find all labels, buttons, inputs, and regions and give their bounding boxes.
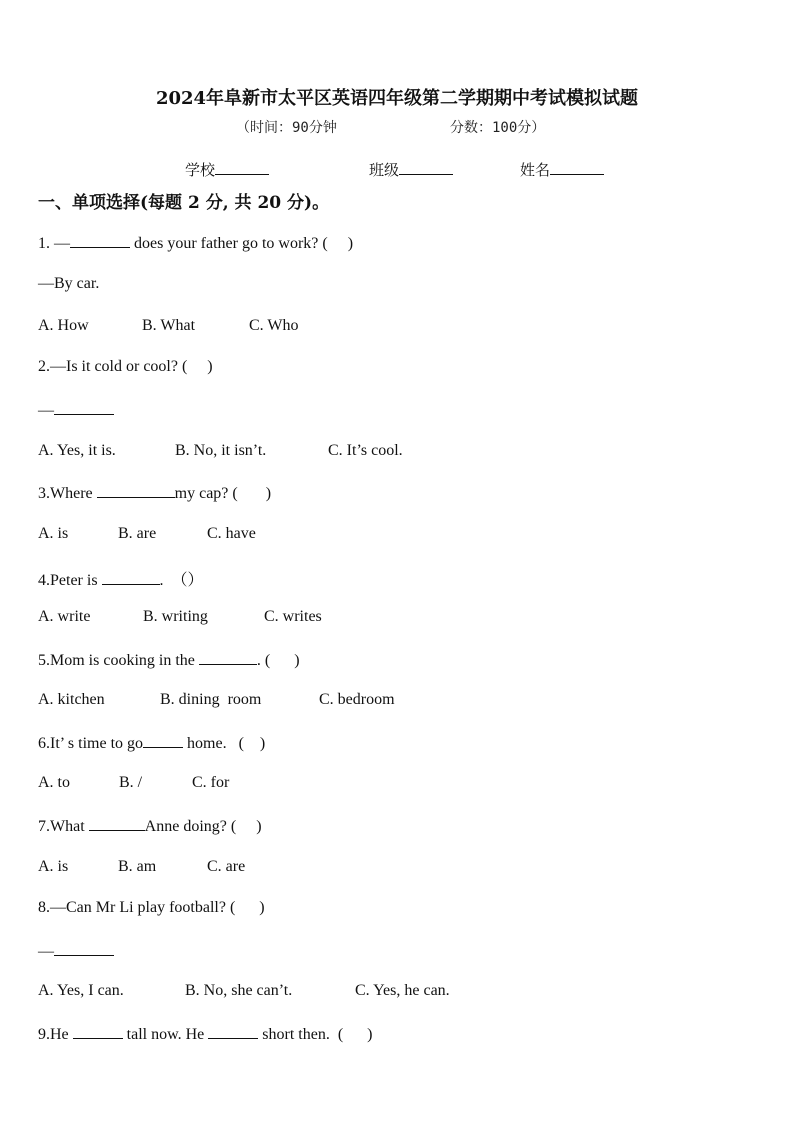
question-6: 6.It’ s time to go home. ( )	[38, 735, 266, 752]
answer-blank[interactable]	[73, 1024, 123, 1039]
question-8-answer-line: —	[38, 941, 114, 961]
section-heading: 一、单项选择(每题 2 分, 共 20 分)。	[38, 193, 330, 213]
option-a[interactable]: A. kitchen	[38, 691, 105, 708]
option-a[interactable]: A. write	[38, 608, 91, 625]
answer-blank[interactable]	[54, 400, 114, 415]
question-8: 8.—Can Mr Li play football? ( )	[38, 899, 265, 916]
option-b[interactable]: B. No, she can’t.	[185, 982, 293, 999]
school-label: 学校	[185, 161, 216, 179]
option-a[interactable]: A. is	[38, 858, 69, 875]
option-b[interactable]: B. /	[119, 774, 143, 791]
school-field	[185, 159, 269, 180]
score-info: 分数：100分）	[450, 120, 546, 136]
option-c[interactable]: C. It’s cool.	[328, 442, 403, 459]
option-a[interactable]: A. How	[38, 317, 89, 334]
option-c[interactable]: C. for	[192, 774, 230, 791]
answer-blank[interactable]	[97, 483, 175, 498]
question-5: 5.Mom is cooking in the . ( )	[38, 652, 300, 669]
option-c[interactable]: C. bedroom	[319, 691, 395, 708]
answer-blank[interactable]	[89, 816, 145, 831]
option-c[interactable]: C. Yes, he can.	[355, 982, 450, 999]
name-blank[interactable]	[550, 160, 604, 175]
option-b[interactable]: B. are	[118, 525, 157, 542]
question-4: 4.Peter is . （）	[38, 572, 204, 589]
school-blank[interactable]	[215, 160, 269, 175]
exam-title: 2024年阜新市太平区英语四年级第二学期期中考试模拟试题	[155, 88, 639, 109]
option-b[interactable]: B. am	[118, 858, 157, 875]
time-info: （时间：90分钟	[236, 120, 337, 136]
option-a[interactable]: A. to	[38, 774, 70, 791]
option-b[interactable]: B. No, it isn’t.	[175, 442, 267, 459]
answer-blank[interactable]	[54, 941, 114, 956]
option-a[interactable]: A. Yes, it is.	[38, 442, 116, 459]
option-c[interactable]: C. Who	[249, 317, 299, 334]
name-field	[520, 159, 604, 180]
answer-blank[interactable]	[143, 733, 183, 748]
class-label: 班级	[369, 161, 400, 179]
class-blank[interactable]	[399, 160, 453, 175]
option-a[interactable]: A. is	[38, 525, 69, 542]
option-b[interactable]: B. What	[142, 317, 196, 334]
answer-blank[interactable]	[70, 233, 130, 248]
name-label: 姓名	[520, 161, 551, 179]
question-1: 1. — does your father go to work? ( )	[38, 235, 354, 252]
option-a[interactable]: A. Yes, I can.	[38, 982, 124, 999]
option-c[interactable]: C. are	[207, 858, 246, 875]
answer-blank[interactable]	[208, 1024, 258, 1039]
answer-blank[interactable]	[102, 570, 160, 585]
question-2: 2.—Is it cold or cool? ( )	[38, 358, 213, 375]
option-b[interactable]: B. writing	[143, 608, 208, 625]
option-c[interactable]: C. writes	[264, 608, 322, 625]
option-c[interactable]: C. have	[207, 525, 256, 542]
option-b[interactable]: B. dining room	[160, 691, 262, 708]
question-2-answer-line: —	[38, 400, 114, 420]
class-field	[369, 159, 453, 180]
question-3: 3.Where my cap? ( )	[38, 485, 272, 502]
question-1-answer-line: —By car.	[38, 275, 100, 292]
question-9: 9.He tall now. He short then. ( )	[38, 1026, 373, 1043]
question-7: 7.What Anne doing? ( )	[38, 818, 262, 835]
answer-blank[interactable]	[199, 650, 257, 665]
